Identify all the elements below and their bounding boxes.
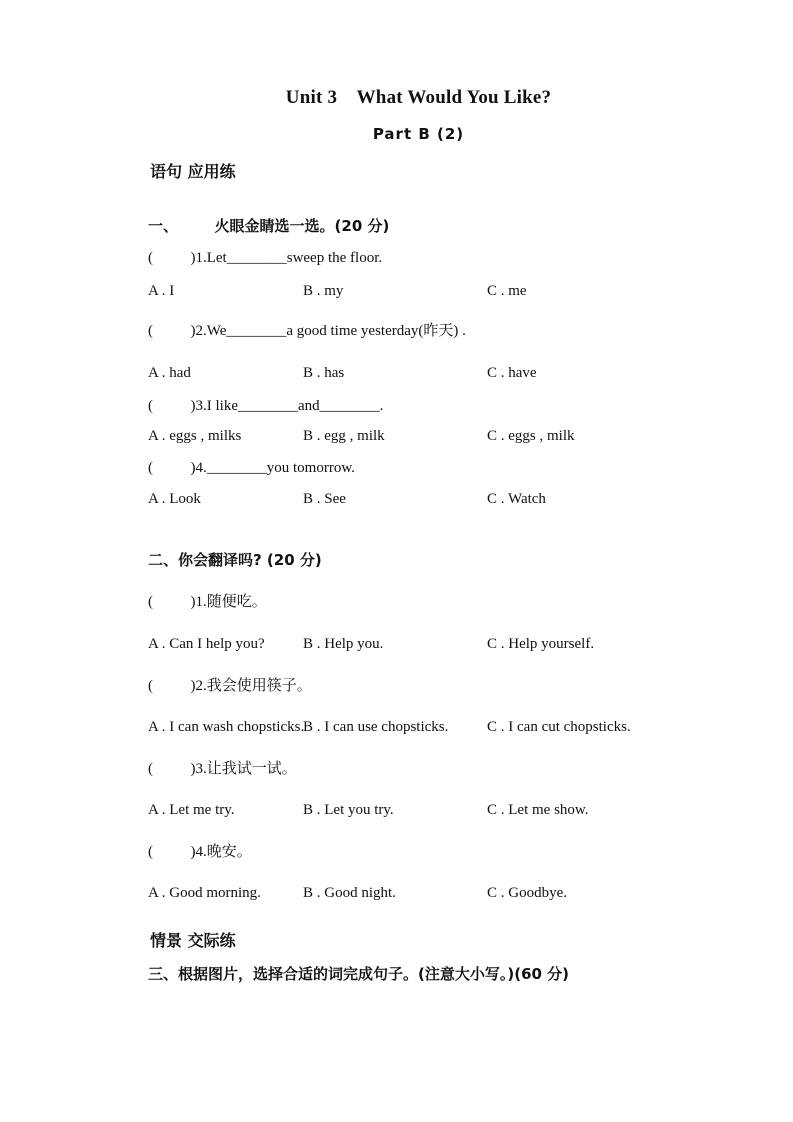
part2-q3-stem: ( )3.让我试一试。 xyxy=(148,761,297,777)
option-c: C . Let me show. xyxy=(487,802,589,818)
option-b: B . has xyxy=(303,365,345,381)
option-a: A . Good morning. xyxy=(148,885,261,901)
option-b: B . Let you try. xyxy=(303,802,394,818)
part2-q2-stem: ( )2.我会使用筷子。 xyxy=(148,678,312,694)
option-a: A . I xyxy=(148,283,175,299)
option-a: A . Let me try. xyxy=(148,802,235,818)
option-b: B . I can use chopsticks. xyxy=(303,719,449,735)
part1-q2-options xyxy=(148,363,788,383)
part1-heading: 一、 火眼金睛选一选。(20 分) xyxy=(148,217,390,235)
option-a: A . Can I help you? xyxy=(148,636,265,652)
part2-q1-options xyxy=(148,634,788,654)
part3-heading: 三、根据图片，选择合适的词完成句子。(注意大小写。)(60 分) xyxy=(148,965,570,983)
part1-q3-stem: ( )3.I like________and________. xyxy=(148,398,384,414)
doc-subtitle: Part B (2) xyxy=(372,125,465,143)
part1-q1-options xyxy=(148,281,788,301)
option-b: B . Help you. xyxy=(303,636,384,652)
part1-q4-stem: ( )4.________you tomorrow. xyxy=(148,460,355,476)
option-a: A . had xyxy=(148,365,191,381)
option-a: A . eggs , milks xyxy=(148,428,242,444)
option-b: B . egg , milk xyxy=(303,428,385,444)
option-b: B . See xyxy=(303,491,346,507)
section-label-usage-practice: 语句 应用练 xyxy=(150,162,236,181)
option-c: C . have xyxy=(487,365,537,381)
part2-heading: 二、你会翻译吗? (20 分) xyxy=(148,551,322,569)
part2-q4-options xyxy=(148,883,788,903)
option-c: C . Help yourself. xyxy=(487,636,595,652)
option-c: C . eggs , milk xyxy=(487,428,575,444)
option-c: C . me xyxy=(487,283,527,299)
option-c: C . Goodbye. xyxy=(487,885,567,901)
option-a: A . I can wash chopsticks. xyxy=(148,719,305,735)
part1-q3-options xyxy=(148,426,788,446)
option-c: C . Watch xyxy=(487,491,546,507)
part1-q2-stem: ( )2.We________a good time yesterday(昨天) . xyxy=(148,323,466,339)
section-label-scene-practice: 情景 交际练 xyxy=(150,931,236,950)
part2-q1-stem: ( )1.随便吃。 xyxy=(148,594,267,610)
doc-title: Unit 3 What Would You Like? xyxy=(285,87,552,108)
part2-q3-options xyxy=(148,800,788,820)
option-c: C . I can cut chopsticks. xyxy=(487,719,631,735)
option-a: A . Look xyxy=(148,491,201,507)
part1-q1-stem: ( )1.Let________sweep the floor. xyxy=(148,250,383,266)
part2-q2-options xyxy=(148,717,788,737)
option-b: B . Good night. xyxy=(303,885,396,901)
option-b: B . my xyxy=(303,283,344,299)
part2-q4-stem: ( )4.晚安。 xyxy=(148,844,252,860)
part1-q4-options xyxy=(148,489,788,509)
